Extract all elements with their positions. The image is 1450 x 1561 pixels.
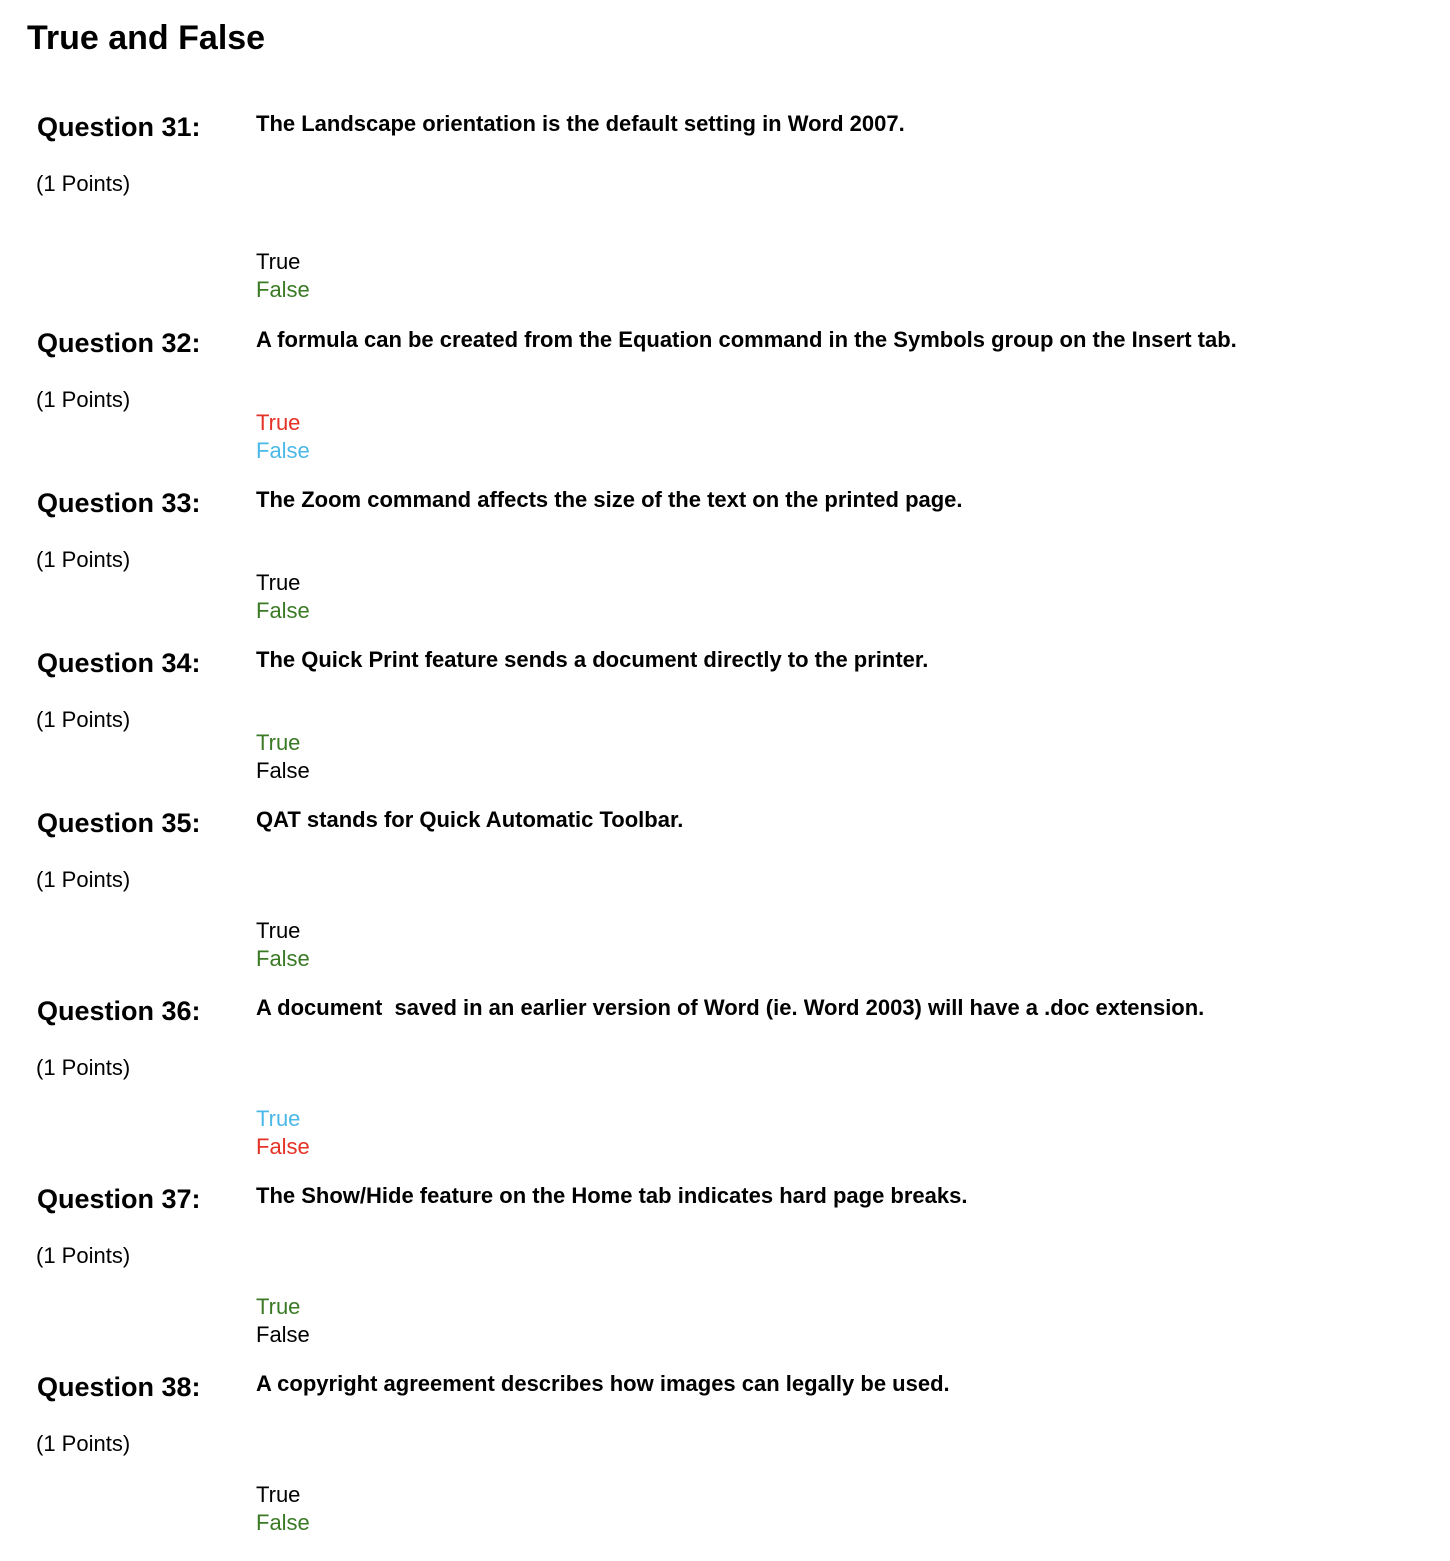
answer-options [256,248,310,304]
option-true[interactable]: True [256,570,301,595]
option-false[interactable]: False [256,438,310,463]
option-false[interactable]: False [256,598,310,623]
question-text: The Show/Hide feature on the Home tab indicates hard page breaks. [256,1183,968,1208]
option-false[interactable]: False [256,758,310,783]
question-text: The Quick Print feature sends a document directly to the printer. [256,647,929,672]
answer-options [256,917,310,973]
option-true[interactable]: True [256,249,301,274]
option-false[interactable]: False [256,1510,310,1535]
question-number: Question 31: [37,112,201,142]
option-true[interactable]: True [256,1482,301,1507]
question-number: Question 38: [37,1372,201,1402]
question-points: (1 Points) [36,387,131,412]
question-text: The Zoom command affects the size of the text on the printed page. [256,487,963,512]
page-title: True and False [27,19,266,57]
question-points: (1 Points) [36,171,131,196]
question-points: (1 Points) [36,1055,131,1080]
option-false[interactable]: False [256,1134,310,1159]
question-points: (1 Points) [36,867,131,892]
answer-options [256,1293,310,1349]
question-item [0,995,1450,1185]
question-number: Question 34: [37,648,201,678]
option-true[interactable]: True [256,918,301,943]
option-false[interactable]: False [256,946,310,971]
answer-options [256,729,310,785]
option-true[interactable]: True [256,410,301,435]
answer-options [256,1105,310,1161]
option-true[interactable]: True [256,730,301,755]
question-text: A copyright agreement describes how images can legally be used. [256,1371,950,1396]
question-points: (1 Points) [36,547,131,572]
question-points: (1 Points) [36,1431,131,1456]
answer-options [256,569,310,625]
question-text: QAT stands for Quick Automatic Toolbar. [256,807,684,832]
answer-options [256,409,310,465]
question-points: (1 Points) [36,707,131,732]
option-false[interactable]: False [256,1322,310,1347]
question-number: Question 32: [37,328,201,358]
question-number: Question 33: [37,488,201,518]
option-true[interactable]: True [256,1106,301,1131]
question-item [0,807,1450,997]
question-points: (1 Points) [36,1243,131,1268]
question-text: A document saved in an earlier version of Word (ie. Word 2003) will have a .doc extension. [256,995,1205,1020]
option-true[interactable]: True [256,1294,301,1319]
question-text: The Landscape orientation is the default setting in Word 2007. [256,111,905,136]
question-item [0,111,1450,301]
question-text: A formula can be created from the Equation command in the Symbols group on the Insert tab. [256,327,1237,352]
option-false[interactable]: False [256,277,310,302]
question-number: Question 37: [37,1184,201,1214]
question-number: Question 35: [37,808,201,838]
question-item [0,1183,1450,1373]
question-item [0,1371,1450,1561]
answer-options [256,1481,310,1537]
question-number: Question 36: [37,996,201,1026]
